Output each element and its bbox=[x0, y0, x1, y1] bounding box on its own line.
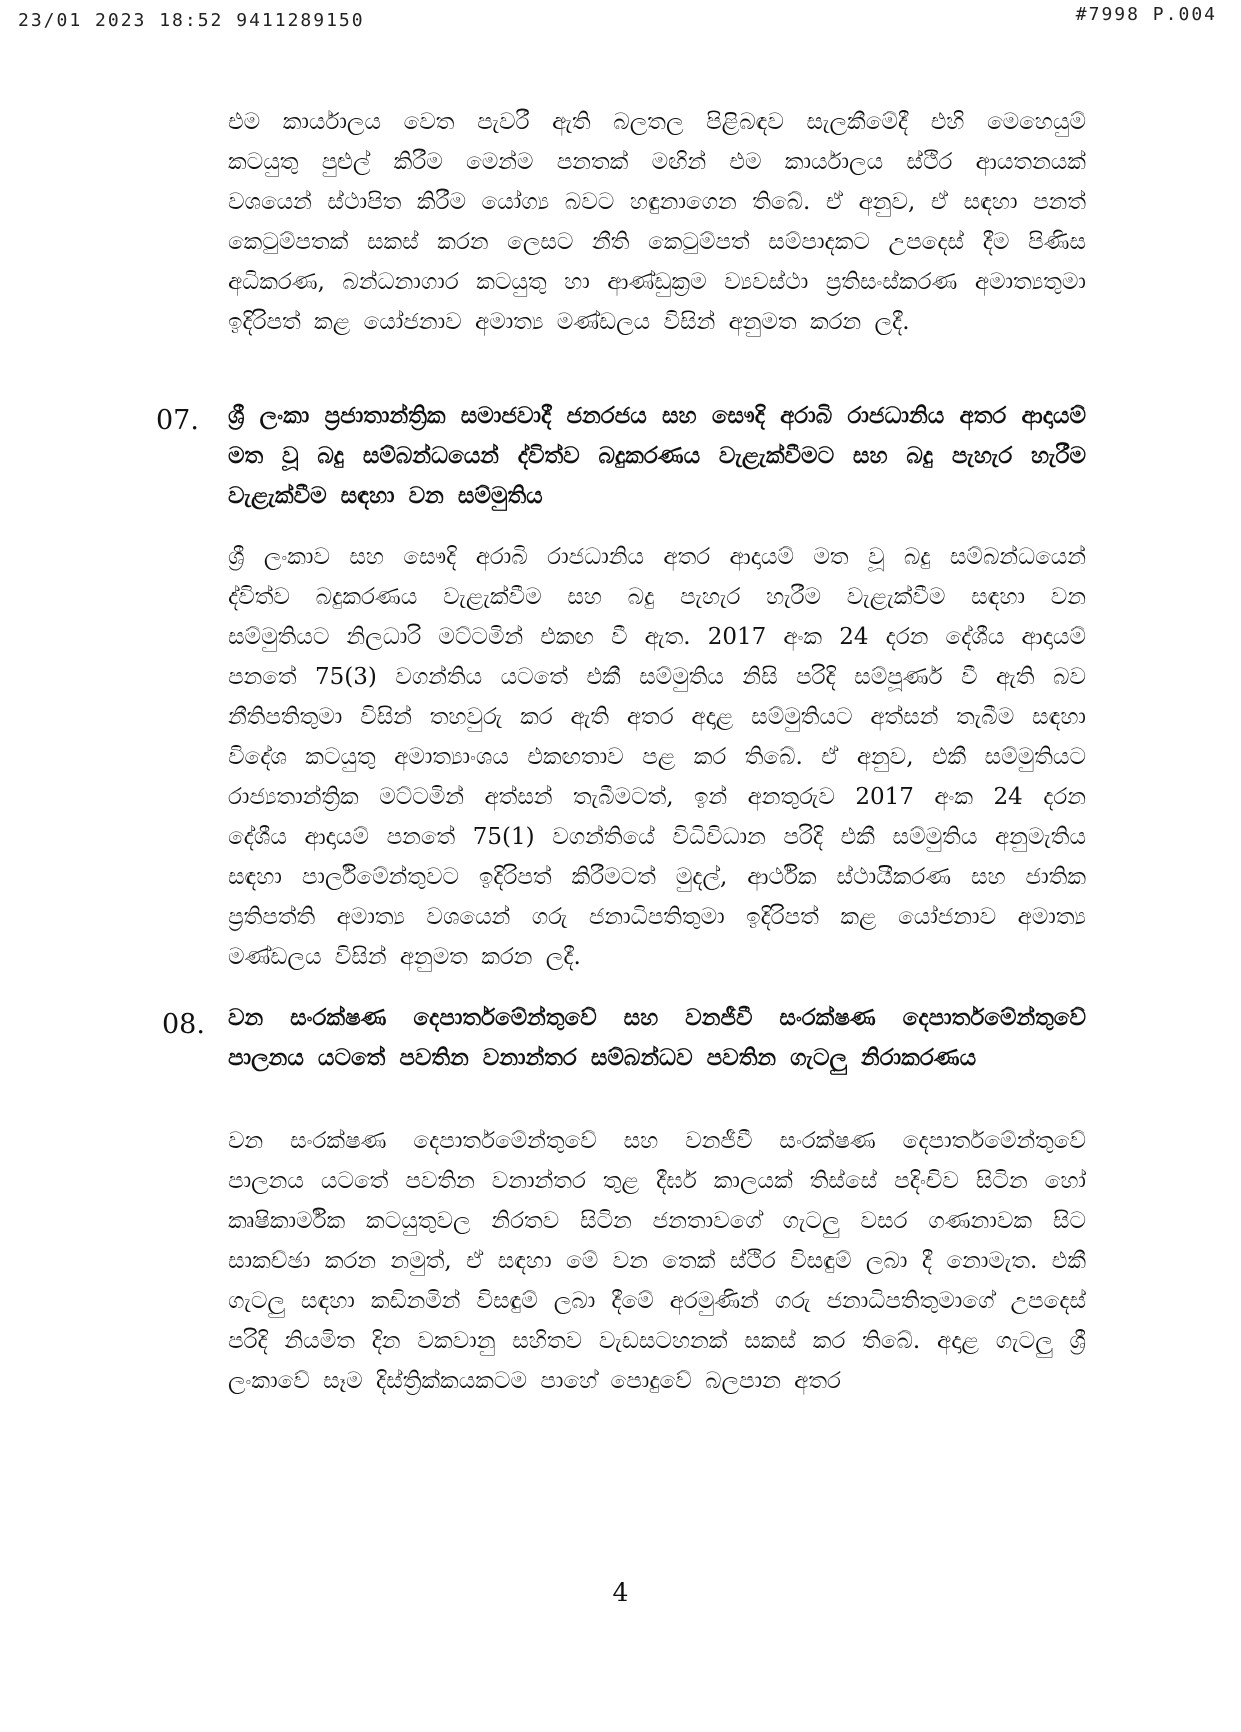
item-07-number: 07. bbox=[156, 405, 199, 436]
fax-header-left: 23/01 2023 18:52 9411289150 bbox=[18, 10, 365, 31]
fax-header-right: #7998 P.004 bbox=[1075, 4, 1217, 25]
item-07-body: ශ්‍රී ලංකාව සහ සෞදි අරාබි රාජධානිය අතර ආදායම් මත වූ බදු සම්බන්ධයෙන් ද්විත්ව බදුකරණය වැළැක්වීම සහ බදු පැහැර හැරීම වැළැක්වීම සඳහා වන සම්මුතියට නිලධාරි මට්ටමින් එකඟ වී ඇත. 2017 අංක 24 දරන දේශීය ආදායම් පනතේ 75(3) වගන්තිය යටතේ එකී සම්මුතිය නිසි පරිදි සම්පූර්ණ වී ඇති බව නීතිපතිතුමා විසින් තහවුරු කර ඇති අතර අදාළ සම්මුතියට අත්සන් තැබීම සඳහා විදේශ කටයුතු අමාත්‍යාංශය එකඟතාව පළ කර තිබේ. ඒ අනුව, එකී සම්මුතියට රාජ්‍යතාන්ත්‍රික මට්ටමින් අත්සන් තැබීමටත්, ඉන් අනතුරුව 2017 අංක 24 දරන දේශීය ආදායම් පනතේ 75(1) වගන්තියේ විධිවිධාන පරිදි එකී සම්මුතිය අනුමැතිය සඳහා පාර්ලිමේන්තුවට ඉදිරිපත් කිරීමටත් මුදල්, ආර්ථික ස්ථායීකරණ සහ ජාතික ප්‍රතිපත්ති අමාත්‍ය වශයෙන් ගරු ජනාධිපතිතුමා ඉදිරිපත් කළ යෝජනාව අමාත්‍ය මණ්ඩලය විසින් අනුමත කරන ලදී. bbox=[228, 544, 1086, 970]
item-08-heading: වන සංරක්ෂණ දෙපාර්තමේන්තුවේ සහ වනජීවී සංරක්ෂණ දෙපාර්තමේන්තුවේ පාලනය යටතේ පවතින වනාන්තර සම්බන්ධව පවතින ගැටලු නිරාකරණය bbox=[228, 1004, 1086, 1071]
item-08-number: 08. bbox=[162, 1009, 205, 1040]
intro-paragraph: එම කාර්යාලය වෙත පැවරී ඇති බලතල පිළිබඳව සැලකීමේදී එහි මෙහෙයුම් කටයුතු පුළුල් කිරීම මෙන්ම පනතක් මඟින් එම කාර්යාලය ස්ථිර ආයතනයක් වශයෙන් ස්ථාපිත කිරීම යෝග්‍ය බවට හඳුනාගෙන තිබේ. ඒ අනුව, ඒ සඳහා පනත් කෙටුම්පතක් සකස් කරන ලෙසට නීති කෙටුම්පත් සම්පාදකට උපදෙස් දීම පිණිස අධිකරණ, බන්ධනාගාර කටයුතු හා ආණ්ඩුක්‍රම ව්‍යවස්ථා ප්‍රතිසංස්කරණ අමාත්‍යතුමා ඉදිරිපත් කළ යෝජනාව අමාත්‍ය මණ්ඩලය විසින් අනුමත කරන ලදී. bbox=[228, 109, 1086, 335]
page-number: 4 bbox=[612, 1578, 629, 1607]
item-07-heading: ශ්‍රී ලංකා ප්‍රජාතාන්ත්‍රික සමාජවාදී ජනරජය සහ සෞදි අරාබි රාජධානිය අතර ආදායම් මත වූ බදු සම්බන්ධයෙන් ද්විත්ව බදුකරණය වැළැක්වීමට සහ බදු පැහැර හැරීම වැළැක්වීම සඳහා වන සම්මුතිය bbox=[228, 402, 1086, 509]
item-08-body: වන සංරක්ෂණ දෙපාර්තමේන්තුවේ සහ වනජීවී සංරක්ෂණ දෙපාර්තමේන්තුවේ පාලනය යටතේ පවතින වනාන්තර තුළ දීර්ඝ කාලයක් තිස්සේ පදිංචිව සිටින හෝ කෘෂිකාර්මික කටයුතුවල නිරතව සිටින ජනතාවගේ ගැටලු වසර ගණනාවක සිට සාකච්ඡා කරන නමුත්, ඒ සඳහා මේ වන තෙක් ස්ථිර විසඳුම් ලබා දී නොමැත. එකී ගැටලු සඳහා කඩිනමින් විසඳුම් ලබා දීමේ අරමුණින් ගරු ජනාධිපතිතුමාගේ උපදෙස් පරිදි නියමිත දින වකවානු සහිතව වැඩසටහනක් සකස් කර තිබේ. අදාළ ගැටලු ශ්‍රී ලංකාවේ සෑම දිස්ත්‍රික්කයකටම පාහේ පොදුවේ බලපාන අතර bbox=[228, 1128, 1086, 1394]
